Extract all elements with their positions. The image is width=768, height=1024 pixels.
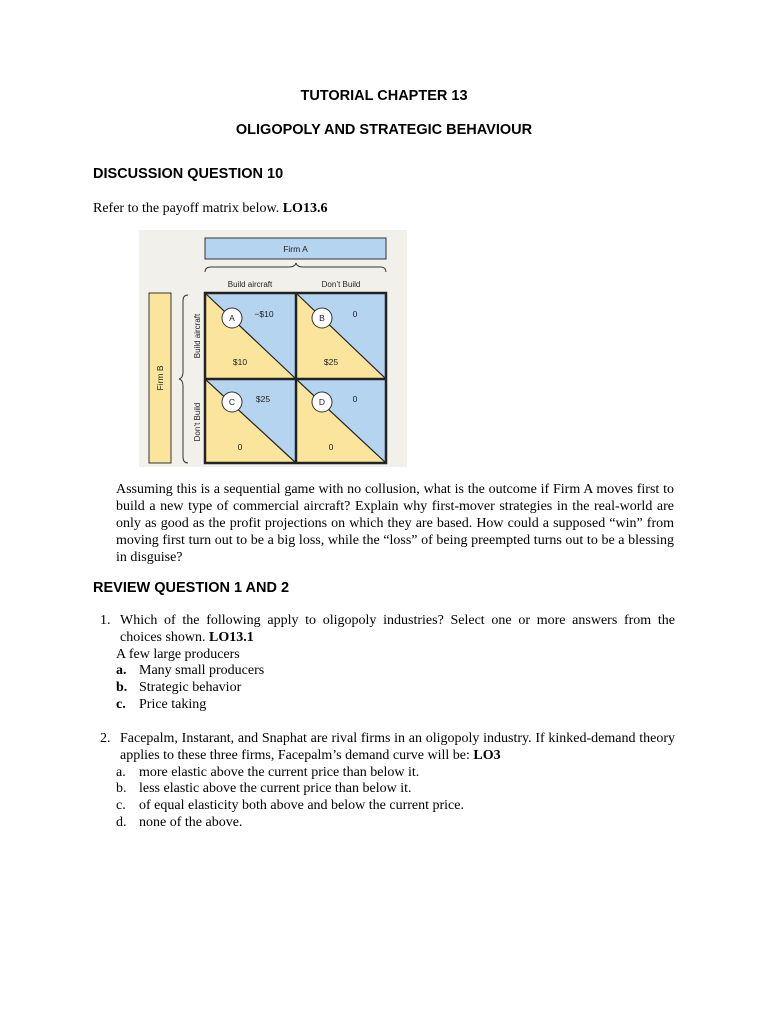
q1-option-a-label: a. bbox=[116, 663, 127, 679]
q2-option-b-label: b. bbox=[116, 781, 127, 797]
q2-text: Facepalm, Instarant, and Snaphat are rival firms in an oligopoly industry. If kinked-demand theory applies to these three firms, Facepalm’s demand curve will be: bbox=[120, 731, 675, 763]
q2-option-a bbox=[93, 765, 675, 782]
page-subtitle: OLIGOPOLY AND STRATEGIC BEHAVIOUR bbox=[235, 122, 533, 138]
review-question-2 bbox=[93, 731, 675, 832]
q2-option-d bbox=[93, 815, 675, 832]
q1-option-a-text: Many small producers bbox=[139, 663, 265, 679]
q2-option-c bbox=[93, 798, 675, 815]
q1-number: 1. bbox=[100, 613, 111, 628]
cell-a-label: A bbox=[229, 313, 235, 323]
cell-c-firm-b-payoff: 0 bbox=[237, 442, 243, 452]
row-label-dont-build: Don’t Build bbox=[193, 402, 202, 442]
firm-b-label: Firm B bbox=[155, 365, 165, 391]
discussion-intro-code: LO13.6 bbox=[282, 201, 328, 216]
q2-option-d-label: d. bbox=[116, 814, 127, 830]
cell-b-firm-b-payoff: $25 bbox=[323, 357, 339, 367]
q2-option-d-text: none of the above. bbox=[139, 814, 243, 830]
q2-number: 2. bbox=[100, 731, 111, 746]
cell-c-label: C bbox=[228, 397, 236, 407]
q2-option-a-label: a. bbox=[116, 764, 126, 780]
q2-option-b bbox=[93, 781, 675, 798]
cell-a-firm-a-payoff: −$10 bbox=[254, 309, 274, 319]
q1-option-c-label: c. bbox=[116, 696, 126, 712]
q1-option-c bbox=[93, 697, 675, 714]
cell-d-label: D bbox=[318, 397, 326, 407]
q2-option-c-text: of equal elasticity both above and below the current price. bbox=[139, 798, 464, 814]
cell-b bbox=[296, 293, 386, 379]
row-label-build: Build aircraft bbox=[193, 313, 202, 359]
q1-first-option: A few large producers bbox=[116, 646, 240, 662]
q1-option-b-label: b. bbox=[116, 680, 128, 696]
cell-d-firm-b-payoff: 0 bbox=[328, 442, 334, 452]
firm-a-label: Firm A bbox=[283, 244, 308, 254]
page-title: TUTORIAL CHAPTER 13 bbox=[300, 88, 468, 104]
cell-a-firm-b-payoff: $10 bbox=[232, 357, 248, 367]
cell-b-firm-a-payoff: 0 bbox=[352, 309, 358, 319]
q1-option-b-text: Strategic behavior bbox=[139, 680, 242, 696]
cell-d-firm-a-payoff: 0 bbox=[352, 394, 358, 404]
q1-option-a bbox=[93, 663, 675, 680]
review-question-1 bbox=[93, 613, 675, 714]
col-label-build: Build aircraft bbox=[227, 280, 273, 289]
col-label-dont-build: Don’t Build bbox=[321, 280, 361, 289]
cell-a bbox=[205, 293, 296, 379]
cell-c-firm-a-payoff: $25 bbox=[255, 394, 271, 404]
discussion-paragraph: Assuming this is a sequential game with no collusion, what is the outcome if Firm A moves first to build a new type of commercial aircraft? Explain why first-mover strategies in the real-world are only as good as the profit projections on which they are based. How could a supposed “win” from moving first turn out to be a big loss, while the “loss” of being preempted turns out to be a blessing in disguise? bbox=[116, 482, 674, 565]
q2-option-c-label: c. bbox=[116, 798, 126, 814]
q1-option-c-text: Price taking bbox=[139, 696, 207, 712]
discussion-heading: DISCUSSION QUESTION 10 bbox=[93, 166, 284, 182]
q1-text: Which of the following apply to oligopoly industries? Select one or more answers from the choices shown. bbox=[120, 613, 675, 645]
discussion-intro-text: Refer to the payoff matrix below. bbox=[93, 201, 283, 216]
q1-code: LO13.1 bbox=[209, 629, 254, 645]
q1-option-b bbox=[93, 680, 675, 697]
cell-d bbox=[296, 379, 386, 463]
cell-c bbox=[205, 379, 296, 463]
q2-code: LO3 bbox=[473, 747, 501, 763]
review-heading: REVIEW QUESTION 1 AND 2 bbox=[93, 580, 290, 596]
q2-option-a-text: more elastic above the current price than below it. bbox=[139, 764, 420, 780]
discussion-intro bbox=[93, 200, 327, 217]
cell-b-label: B bbox=[319, 313, 325, 323]
q2-option-b-text: less elastic above the current price than below it. bbox=[139, 781, 412, 797]
payoff-matrix bbox=[139, 230, 407, 467]
